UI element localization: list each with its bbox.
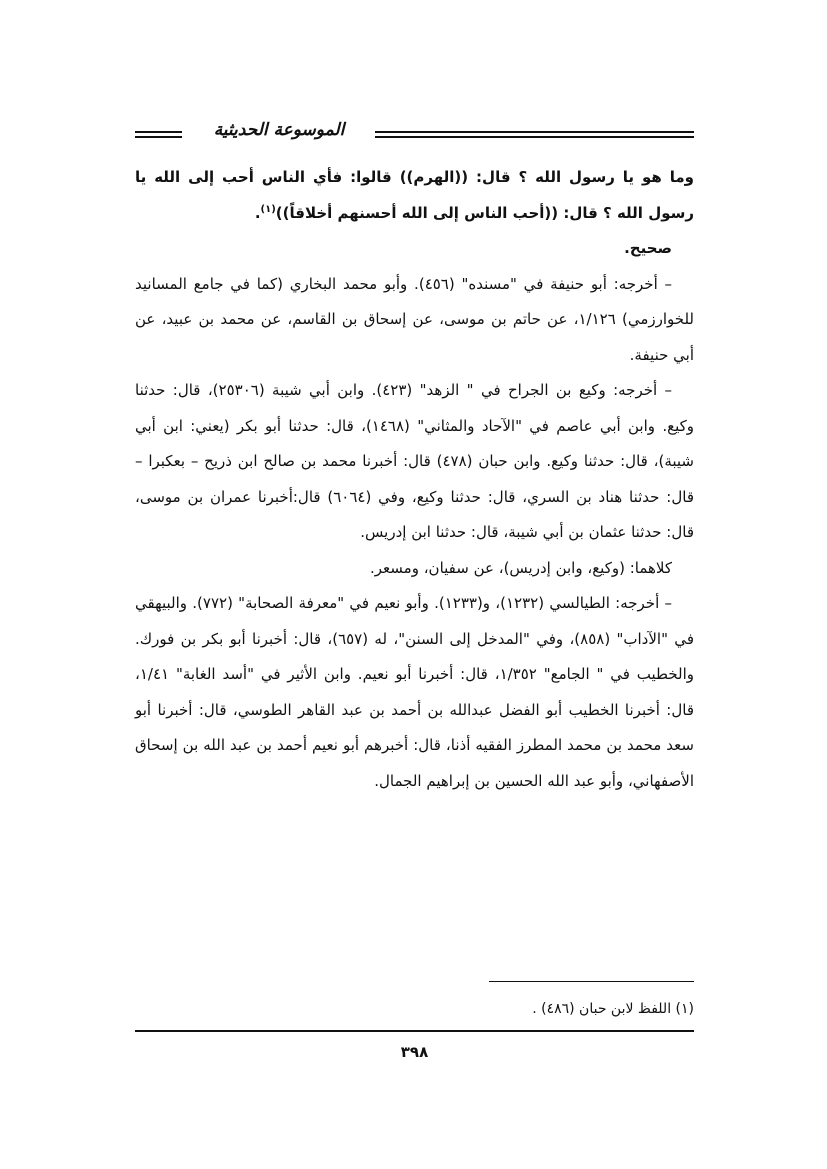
hadith-end: . [254,203,261,222]
header-title: الموسوعة الحديثية [213,120,345,140]
footnote-reference[interactable]: (١) [260,203,276,215]
footnote-separator [489,981,694,982]
footnote-1: (١) اللفظ لابن حبان (٤٨٦) . [532,1001,694,1017]
page-bottom-rule [135,1030,694,1032]
running-header [135,118,694,154]
takhrij-paragraph-3: كلاهما: (وكيع، وابن إدريس)، عن سفيان، ومسعر. [370,558,672,577]
hadith-grade: صحيح. [624,239,672,257]
takhrij-paragraph-4: – أخرجه: الطيالسي (١٢٣٢)، و(١٢٣٣). وأبو نعيم في "معرفة الصحابة" (٧٧٢). والبيهقي في "الآداب" (٨٥٨)، وفي "المدخل إلى السنن"، له (٦٥٧)، قال: أخبرنا أبو بكر بن فورك. والخطيب في " الجامع" ١/٣٥٢، قال: أخبرنا أبو نعيم. وابن الأثير في "أسد الغابة" ١/٤١، قال: أخبرنا الخطيب أبو الفضل عبدالله بن أحمد بن عبد القاهر الطوسي، قال: أخبرنا أبو سعد محمد بن محمد المطرز الفقيه أذنا، قال: أخبرهم أبو نعيم أحمد بن عبد الله بن إسحاق الأصفهاني، وأبو عبد الله الحسين بن إبراهيم الجمال. [135,594,695,790]
hadith-text [135,160,694,231]
takhrij-paragraph-2: – أخرجه: وكيع بن الجراح في " الزهد" (٤٢٣). وابن أبي شيبة (٢٥٣٠٦)، قال: حدثنا وكيع. وابن أبي عاصم في "الآحاد والمثاني" (١٤٦٨)، قال: حدثنا أبو بكر (يعني: ابن أبي شيبة)، قال: حدثنا وكيع. وابن حبان (٤٧٨) قال: أخبرنا محمد بن صالح ابن ذريح – بعكبرا – قال: حدثنا هناد بن السري، قال: حدثنا وكيع، وفي (٦٠٦٤) قال:أخبرنا عمران بن موسى، قال: حدثنا عثمان بن أبي شيبة، قال: حدثنا ابن إدريس. [135,381,694,541]
header-rule-left [135,118,182,123]
page-number: ٣٩٨ [400,1043,429,1061]
hadith-line-2: الله ؟ قال: ((أحب الناس إلى الله أحسنهم أخلاقاً)) [275,203,643,222]
hadith-line-1: وما هو يا رسول الله ؟ قال: ((الهرم)) قالوا: فأي الناس أحب إلى الله يا رسول [135,168,694,222]
header-rule-right [375,118,694,123]
main-text [135,160,694,799]
takhrij-paragraph-1: – أخرجه: أبو حنيفة في "مسنده" (٤٥٦). وأبو محمد البخاري (كما في جامع المسانيد للخوارزمي) ١/١٢٦، عن حاتم بن موسى، عن إسحاق بن القاسم، عن محمد بن عبيد، عن أبي حنيفة. [135,274,694,364]
